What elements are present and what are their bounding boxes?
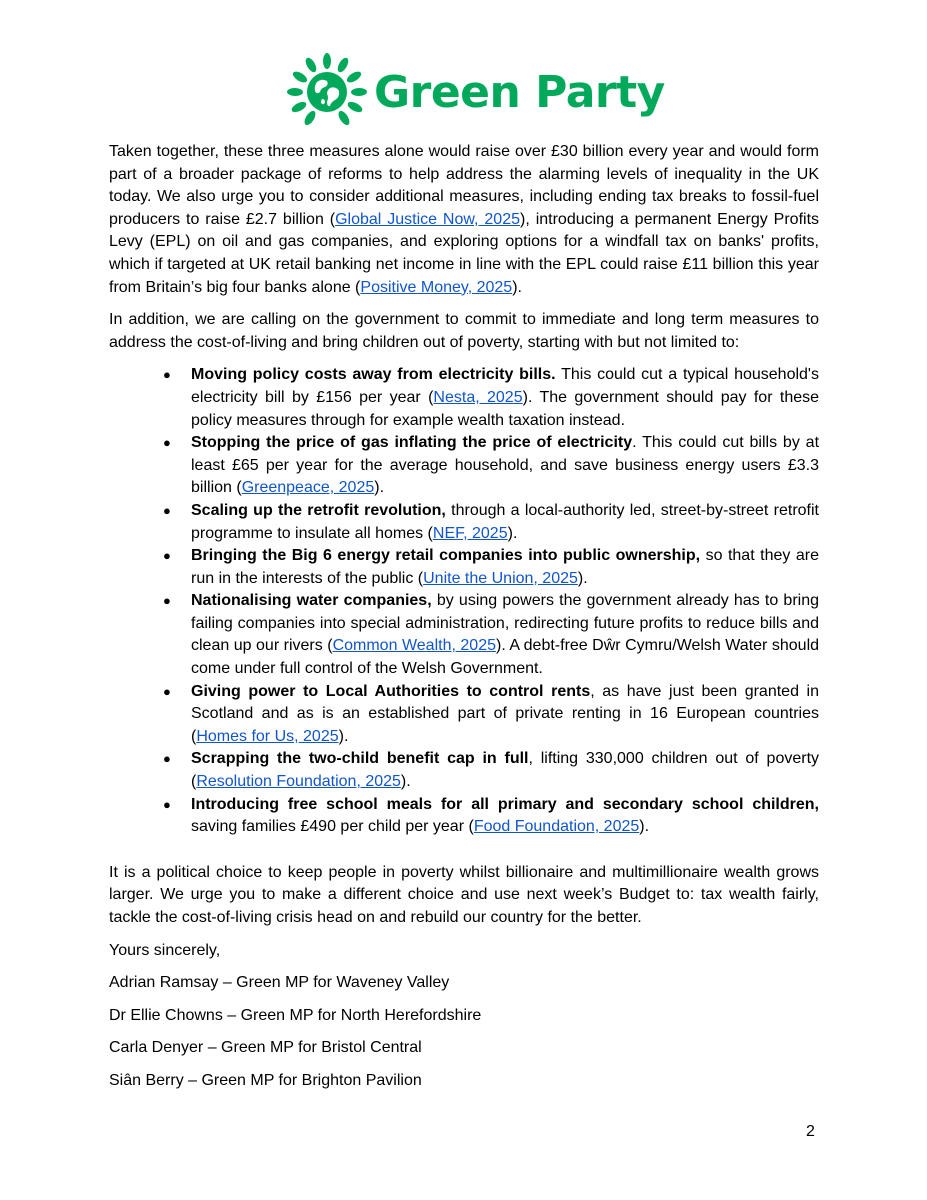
- addition-paragraph: In addition, we are calling on the government to commit to immediate and long term measures to address the cost-of-living and bring children out of poverty, starting with but not limited to:: [109, 311, 819, 351]
- globe-sun-icon: [284, 52, 370, 128]
- bullet-icon: ●: [163, 751, 171, 767]
- link-food-foundation[interactable]: Food Foundation, 2025: [473, 818, 640, 836]
- bullet-icon: ●: [163, 367, 171, 383]
- closing-paragraph: It is a political choice to keep people in poverty whilst billionaire and multimillionaire wealth grows larger. We urge you to make a different choice and use next week’s Budget to: tax wealth fairly, tackle the cost-of-living crisis head on and rebuild our country for the better.: [109, 863, 819, 926]
- link-nesta[interactable]: Nesta, 2025: [433, 388, 523, 406]
- link-unite-the-union[interactable]: Unite the Union, 2025: [423, 569, 578, 587]
- link-resolution-foundation[interactable]: Resolution Foundation, 2025: [196, 773, 401, 791]
- list-item: ● Scaling up the retrofit revolution, through a local-authority led, street-by-street retrofit programme to insulate all homes (NEF, 2025).: [163, 501, 819, 542]
- bullet-icon: ●: [163, 796, 171, 812]
- link-common-wealth[interactable]: Common Wealth, 2025: [332, 637, 496, 655]
- bullet-icon: ●: [163, 683, 171, 699]
- signatory-1: Adrian Ramsay – Green MP for Waveney Valley: [109, 974, 450, 992]
- bullet-icon: ●: [163, 435, 171, 451]
- signatory-3: Carla Denyer – Green MP for Bristol Central: [109, 1039, 422, 1057]
- link-positive-money[interactable]: Positive Money, 2025: [360, 278, 513, 296]
- letter-body: [109, 141, 819, 1093]
- list-item: ● Bringing the Big 6 energy retail companies into public ownership, so that they are run in the interests of the public (Unite the Union, 2025).: [163, 547, 820, 587]
- signatory-2: Dr Ellie Chowns – Green MP for North Herefordshire: [109, 1006, 482, 1024]
- link-global-justice-now[interactable]: Global Justice Now, 2025: [335, 210, 521, 228]
- list-item: ● Moving policy costs away from electricity bills. This could cut a typical household's electricity bill by £156 per year (Nesta, 2025). The government should pay for these policy measures through for example wealth taxation instead.: [163, 366, 820, 429]
- bullet-icon: ●: [163, 593, 171, 609]
- link-greenpeace[interactable]: Greenpeace, 2025: [241, 479, 375, 497]
- link-homes-for-us[interactable]: Homes for Us, 2025: [196, 727, 339, 745]
- link-nef[interactable]: NEF, 2025: [432, 524, 508, 542]
- signatory-4: Siân Berry – Green MP for Brighton Pavilion: [109, 1071, 422, 1089]
- bullet-icon: ●: [163, 548, 171, 564]
- list-item: ● Scrapping the two-child benefit cap in full, lifting 330,000 children out of poverty (Resolution Foundation, 2025).: [163, 750, 820, 791]
- intro-paragraph: Taken together, these three measures alone would raise over £30 billion every year and would form part of a broader package of reforms to help address the alarming levels of inequality in the UK today. We also urge you to consider additional measures, including ending tax breaks to fossil-fuel producers to raise £2.7 billion (Global Justice Now, 2025), introducing a permanent Energy Profits Levy (EPL) on oil and gas companies, and exploring options for a windfall tax on banks' profits, which if targeted at UK retail banking net income in line with the EPL could raise £11 billion this year from Britain’s big four banks alone (Positive Money, 2025).: [109, 143, 820, 296]
- bullet-icon: ●: [163, 502, 171, 518]
- signoff: Yours sincerely,: [109, 941, 221, 959]
- list-item: ● Introducing free school meals for all primary and secondary school children, saving families £490 per child per year (Food Foundation, 2025).: [163, 795, 819, 836]
- logo-wordmark: Green Party: [374, 66, 665, 118]
- green-party-logo: [284, 52, 665, 128]
- list-item: ● Nationalising water companies, by using powers the government already has to bring failing companies into special administration, redirecting future profits to reduce bills and clean up our rivers (Common Wealth, 2025). A debt-free Dŵr Cymru/Welsh Water should come under full control of the Welsh Government.: [163, 592, 820, 678]
- page-number: 2: [806, 1123, 815, 1140]
- list-item: ● Stopping the price of gas inflating the price of electricity. This could cut bills by at least £65 per year for the average household, and save business energy users £3.3 billion (Greenpeace, 2025).: [163, 434, 820, 497]
- list-item: ● Giving power to Local Authorities to control rents, as have just been granted in Scotland and as is an established part of private renting in 16 European countries (Homes for Us, 2025).: [163, 682, 820, 745]
- measures-list: [109, 364, 819, 838]
